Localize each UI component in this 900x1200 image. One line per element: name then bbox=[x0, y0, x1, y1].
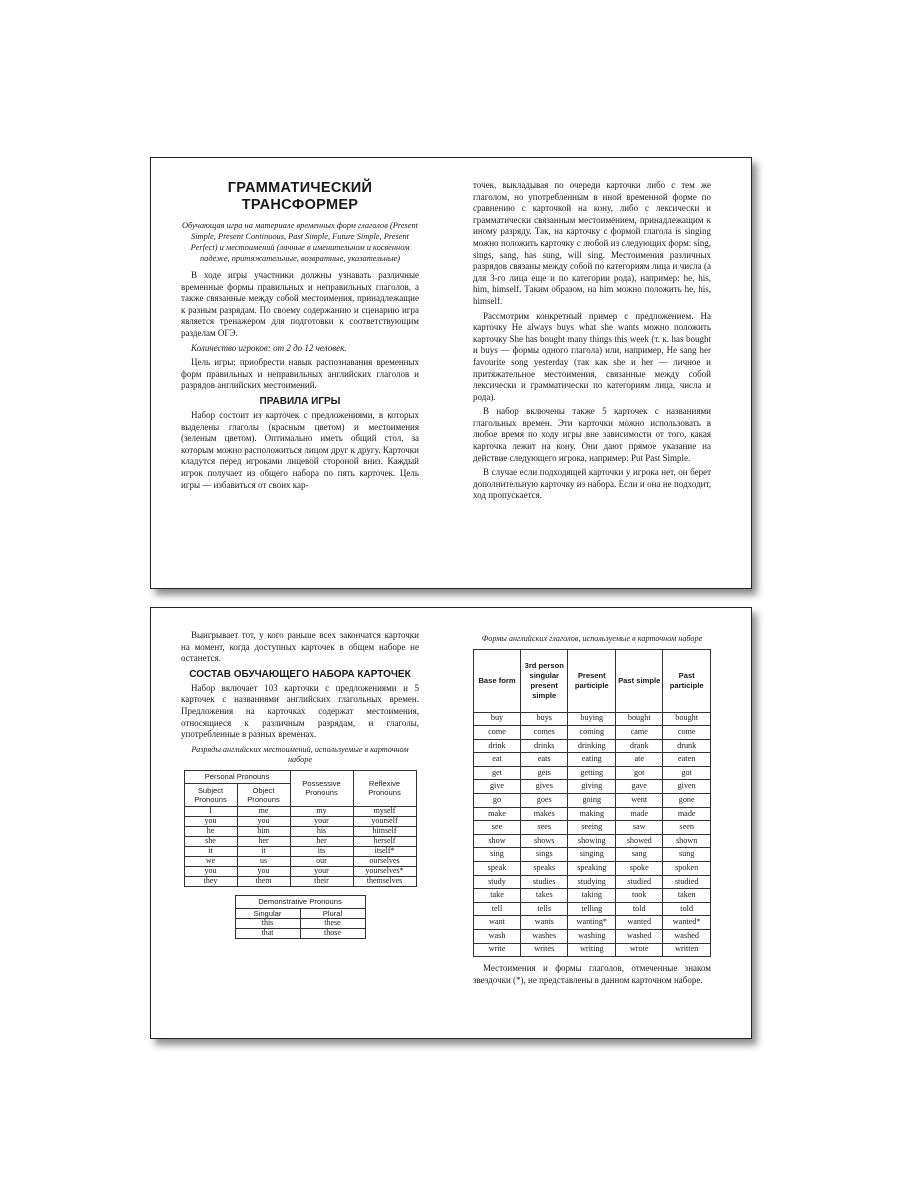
table-cell: you bbox=[184, 816, 237, 826]
left-column bbox=[181, 180, 419, 494]
table-cell: my bbox=[290, 806, 353, 816]
table-cell: comes bbox=[521, 726, 568, 740]
table-cell: she bbox=[184, 836, 237, 846]
table-cell: ourselves bbox=[353, 856, 416, 866]
table-cell: told bbox=[663, 902, 711, 916]
right-column bbox=[473, 630, 711, 989]
verb-row bbox=[474, 712, 711, 726]
table-cell: taken bbox=[663, 889, 711, 903]
table-cell: her bbox=[290, 836, 353, 846]
table-cell: told bbox=[616, 902, 663, 916]
table-cell: herself bbox=[353, 836, 416, 846]
table-cell: make bbox=[474, 807, 521, 821]
plural-header: Plural bbox=[300, 908, 365, 918]
table-cell: spoke bbox=[616, 862, 663, 876]
verb-column-header: Past participle bbox=[663, 649, 711, 712]
verb-row bbox=[474, 780, 711, 794]
table-cell: that bbox=[235, 928, 300, 938]
table-cell: gave bbox=[616, 780, 663, 794]
table-cell: got bbox=[616, 766, 663, 780]
table-cell: take bbox=[474, 889, 521, 903]
table-cell: makes bbox=[521, 807, 568, 821]
verb-row bbox=[474, 739, 711, 753]
table-cell: takes bbox=[521, 889, 568, 903]
table-cell: bought bbox=[663, 712, 711, 726]
table-cell: your bbox=[290, 816, 353, 826]
table-cell: study bbox=[474, 875, 521, 889]
pronoun-row bbox=[184, 826, 416, 836]
table-cell: buy bbox=[474, 712, 521, 726]
table-cell: studying bbox=[568, 875, 616, 889]
booklet-page-top bbox=[150, 157, 752, 589]
table-cell: ate bbox=[616, 753, 663, 767]
right-column bbox=[473, 180, 711, 505]
verb-row bbox=[474, 821, 711, 835]
table-cell: making bbox=[568, 807, 616, 821]
table-cell: drunk bbox=[663, 739, 711, 753]
table-cell: it bbox=[237, 846, 290, 856]
rules-paragraph: Набор состоит из карточек с предложениями, в которых выделены глаголы (красным цветом) и местоимения (зеленым цветом). Оптимально иметь общий стол, за которым можно расположиться лицом друг к другу. Карточки кладутся перед игроками лицевой стороной вниз. Каждый игрок получает из общего набора по пять карточек. Цель игры — избавиться от своих кар- bbox=[181, 409, 419, 490]
personal-header: Personal Pronouns bbox=[184, 770, 290, 783]
rules-heading: ПРАВИЛА ИГРЫ bbox=[259, 395, 341, 407]
table-cell: given bbox=[663, 780, 711, 794]
table-cell: I bbox=[184, 806, 237, 816]
verbs-table bbox=[473, 649, 711, 958]
subject-header: Subject Pronouns bbox=[184, 783, 237, 806]
table-cell: made bbox=[663, 807, 711, 821]
table-cell: our bbox=[290, 856, 353, 866]
table-cell: giving bbox=[568, 780, 616, 794]
table-cell: yourself bbox=[353, 816, 416, 826]
table-cell: studied bbox=[616, 875, 663, 889]
pronouns-table bbox=[184, 770, 417, 887]
verb-row bbox=[474, 875, 711, 889]
table-cell: see bbox=[474, 821, 521, 835]
verb-column-header: Past simple bbox=[616, 649, 663, 712]
table-cell: washed bbox=[663, 930, 711, 944]
verb-row bbox=[474, 862, 711, 876]
verb-row bbox=[474, 726, 711, 740]
table-cell: eaten bbox=[663, 753, 711, 767]
right-paragraph-4: В случае если подходящей карточки у игрока нет, он берет дополнительную карточку из набора. Если и она не подходит, ход пропускается. bbox=[473, 467, 711, 501]
table-cell: buys bbox=[521, 712, 568, 726]
table-cell: showed bbox=[616, 834, 663, 848]
demonstrative-table bbox=[235, 895, 366, 939]
table-cell: wanted bbox=[616, 916, 663, 930]
verb-row bbox=[474, 807, 711, 821]
pronoun-row bbox=[184, 866, 416, 876]
table-cell: drinks bbox=[521, 739, 568, 753]
table-cell: they bbox=[184, 876, 237, 886]
object-header: Object Pronouns bbox=[237, 783, 290, 806]
table-cell: speaks bbox=[521, 862, 568, 876]
table-cell: seen bbox=[663, 821, 711, 835]
table-cell: gets bbox=[521, 766, 568, 780]
table-cell: written bbox=[663, 943, 711, 957]
table-cell: get bbox=[474, 766, 521, 780]
pronoun-row bbox=[184, 816, 416, 826]
table-cell: go bbox=[474, 794, 521, 808]
table-cell: coming bbox=[568, 726, 616, 740]
table-cell: saw bbox=[616, 821, 663, 835]
table-cell: its bbox=[290, 846, 353, 856]
game-subtitle: Обучающая игра на материале временных форм глаголов (Present Simple, Present Continuous, Past Simple, Future Simple, Present Perfect) и местоимений (личные в именительном и косвенном падеже, притяжательные, возвратные, указательные) bbox=[181, 221, 419, 263]
table-cell: washing bbox=[568, 930, 616, 944]
table-cell: telling bbox=[568, 902, 616, 916]
table-cell: goes bbox=[521, 794, 568, 808]
table-cell: sees bbox=[521, 821, 568, 835]
table-cell: those bbox=[300, 928, 365, 938]
table-cell: wanted* bbox=[663, 916, 711, 930]
table-cell: tells bbox=[521, 902, 568, 916]
table-cell: gives bbox=[521, 780, 568, 794]
table-cell: come bbox=[663, 726, 711, 740]
table-cell: taking bbox=[568, 889, 616, 903]
verb-row bbox=[474, 848, 711, 862]
table-cell: spoken bbox=[663, 862, 711, 876]
pronoun-row bbox=[184, 856, 416, 866]
table-cell: myself bbox=[353, 806, 416, 816]
intro-paragraph: В ходе игры участники должны узнавать различные временные формы правильных и неправильных глаголов, а также связанные между собой местоимения, принадлежащие к разным разрядам. По своему содержанию и сценарию игра является тренажером для подготовки к соответствующим разделам ОГЭ. bbox=[181, 270, 419, 338]
table-cell: speaking bbox=[568, 862, 616, 876]
verb-column-header: 3rd person singular present simple bbox=[521, 649, 568, 712]
right-paragraph-1: точек, выкладывая по очереди карточки либо с тем же глаголом, но употребленным в иной временной форме по сравнению с карточкой на кону, либо с лексически и грамматически связанным местоимением, принадлежащим к иному разряду. Так, на карточку с формой глагола is singing можно положить карточку с любой из следующих форм: sing, sings, sang, has sung, will sing. Местоимения различных разрядов связаны между собой по категориям лица и числа (а для 3-го лица еще и по категории рода), например: he, his, him, himself. Таким образом, на him можно положить he, his, himself. bbox=[473, 180, 711, 306]
table-cell: her bbox=[237, 836, 290, 846]
pronouns-caption: Разряды английских местоимений, используемые в карточном наборе bbox=[191, 744, 409, 765]
table-cell: sing bbox=[474, 848, 521, 862]
asterisk-note: Местоимения и формы глаголов, отмеченные знаком звездочки (*), не представлены в данном карточном наборе. bbox=[473, 963, 711, 985]
table-cell: tell bbox=[474, 902, 521, 916]
table-cell: shown bbox=[663, 834, 711, 848]
table-cell: itself* bbox=[353, 846, 416, 856]
booklet-page-bottom bbox=[150, 607, 752, 1039]
left-column bbox=[181, 630, 419, 939]
table-cell: sang bbox=[616, 848, 663, 862]
demonstrative-row bbox=[235, 918, 365, 928]
table-cell: showing bbox=[568, 834, 616, 848]
table-cell: your bbox=[290, 866, 353, 876]
table-cell: this bbox=[235, 918, 300, 928]
table-cell: wants bbox=[521, 916, 568, 930]
table-cell: yourselves* bbox=[353, 866, 416, 876]
page-title: ГРАММАТИЧЕСКИЙ ТРАНСФОРМЕР bbox=[227, 180, 373, 213]
verb-row bbox=[474, 902, 711, 916]
reflexive-header: Reflexive Pronouns bbox=[353, 770, 416, 806]
demonstrative-row bbox=[235, 928, 365, 938]
possessive-header: Possessive Pronouns bbox=[290, 770, 353, 806]
table-cell: drank bbox=[616, 739, 663, 753]
table-cell: studies bbox=[521, 875, 568, 889]
table-cell: went bbox=[616, 794, 663, 808]
demonstrative-header: Demonstrative Pronouns bbox=[235, 895, 365, 908]
verb-row bbox=[474, 943, 711, 957]
table-cell: him bbox=[237, 826, 290, 836]
table-cell: getting bbox=[568, 766, 616, 780]
verb-column-header: Present participle bbox=[568, 649, 616, 712]
table-cell: drink bbox=[474, 739, 521, 753]
table-cell: these bbox=[300, 918, 365, 928]
table-cell: wash bbox=[474, 930, 521, 944]
table-cell: it bbox=[184, 846, 237, 856]
table-cell: seeing bbox=[568, 821, 616, 835]
goal-paragraph: Цель игры: приобрести навык распознавания временных форм правильных и неправильных английских глаголов и разрядов английских местоимений. bbox=[181, 357, 419, 391]
table-cell: himself bbox=[353, 826, 416, 836]
pronoun-row bbox=[184, 836, 416, 846]
table-cell: wrote bbox=[616, 943, 663, 957]
table-cell: gone bbox=[663, 794, 711, 808]
table-cell: buying bbox=[568, 712, 616, 726]
players-paragraph: Количество игроков: от 2 до 12 человек. bbox=[191, 342, 347, 353]
table-cell: eating bbox=[568, 753, 616, 767]
verb-column-header: Base form bbox=[474, 649, 521, 712]
table-cell: writes bbox=[521, 943, 568, 957]
table-cell: writing bbox=[568, 943, 616, 957]
table-cell: wanting* bbox=[568, 916, 616, 930]
table-cell: bought bbox=[616, 712, 663, 726]
table-cell: washes bbox=[521, 930, 568, 944]
table-cell: eat bbox=[474, 753, 521, 767]
win-paragraph: Выигрывает тот, у кого раньше всех закончатся карточки на момент, когда доступных карточек в общем наборе не останется. bbox=[181, 630, 419, 664]
table-cell: eats bbox=[521, 753, 568, 767]
table-cell: speak bbox=[474, 862, 521, 876]
verb-row bbox=[474, 916, 711, 930]
table-cell: his bbox=[290, 826, 353, 836]
table-cell: want bbox=[474, 916, 521, 930]
table-cell: come bbox=[474, 726, 521, 740]
table-cell: write bbox=[474, 943, 521, 957]
pronoun-row bbox=[184, 876, 416, 886]
table-cell: studied bbox=[663, 875, 711, 889]
verb-row bbox=[474, 889, 711, 903]
table-cell: give bbox=[474, 780, 521, 794]
verb-row bbox=[474, 766, 711, 780]
table-cell: sings bbox=[521, 848, 568, 862]
table-cell: show bbox=[474, 834, 521, 848]
pronoun-row bbox=[184, 806, 416, 816]
verb-row bbox=[474, 753, 711, 767]
table-cell: came bbox=[616, 726, 663, 740]
table-cell: themselves bbox=[353, 876, 416, 886]
right-paragraph-3: В набор включены также 5 карточек с названиями глагольных времен. Эти карточки можно использовать в любое время по ходу игры вне зависимости от того, какая карточка лежит на кону. Они дают прямое указание на действие следующего игрока, например: Put Past Simple. bbox=[473, 406, 711, 463]
table-cell: me bbox=[237, 806, 290, 816]
verb-row bbox=[474, 834, 711, 848]
table-cell: shows bbox=[521, 834, 568, 848]
table-cell: singing bbox=[568, 848, 616, 862]
table-cell: he bbox=[184, 826, 237, 836]
verbs-caption: Формы английских глаголов, используемые в карточном наборе bbox=[481, 634, 703, 643]
table-cell: us bbox=[237, 856, 290, 866]
verb-row bbox=[474, 794, 711, 808]
table-cell: made bbox=[616, 807, 663, 821]
right-paragraph-2: Рассмотрим конкретный пример с предложением. На карточку He always buys what she wants можно положить карточку She has bought many things this week (т. к. has bought и buys — формы одного глагола) или, например, He sang her favourite song yesterday (так как she и her — личное и притяжательное местоимения, связанные между собой лексически и грамматически по категориям лица, числа и рода). bbox=[473, 310, 711, 402]
table-cell: you bbox=[237, 866, 290, 876]
table-cell: drinking bbox=[568, 739, 616, 753]
table-cell: you bbox=[237, 816, 290, 826]
table-cell: them bbox=[237, 876, 290, 886]
table-cell: got bbox=[663, 766, 711, 780]
table-cell: we bbox=[184, 856, 237, 866]
table-cell: took bbox=[616, 889, 663, 903]
table-cell: going bbox=[568, 794, 616, 808]
pronoun-row bbox=[184, 846, 416, 856]
set-paragraph: Набор включает 103 карточки с предложениями и 5 карточек с названиями английских глагольных времен. Предложения на карточках содержат местоимения, относящиеся к различным разрядам, и глаголы, употребленные в разных временах. bbox=[181, 682, 419, 740]
set-heading: СОСТАВ ОБУЧАЮЩЕГО НАБОРА КАРТОЧЕК bbox=[189, 668, 411, 680]
table-cell: washed bbox=[616, 930, 663, 944]
verb-row bbox=[474, 930, 711, 944]
table-cell: sung bbox=[663, 848, 711, 862]
table-cell: you bbox=[184, 866, 237, 876]
table-cell: their bbox=[290, 876, 353, 886]
singular-header: Singular bbox=[235, 908, 300, 918]
